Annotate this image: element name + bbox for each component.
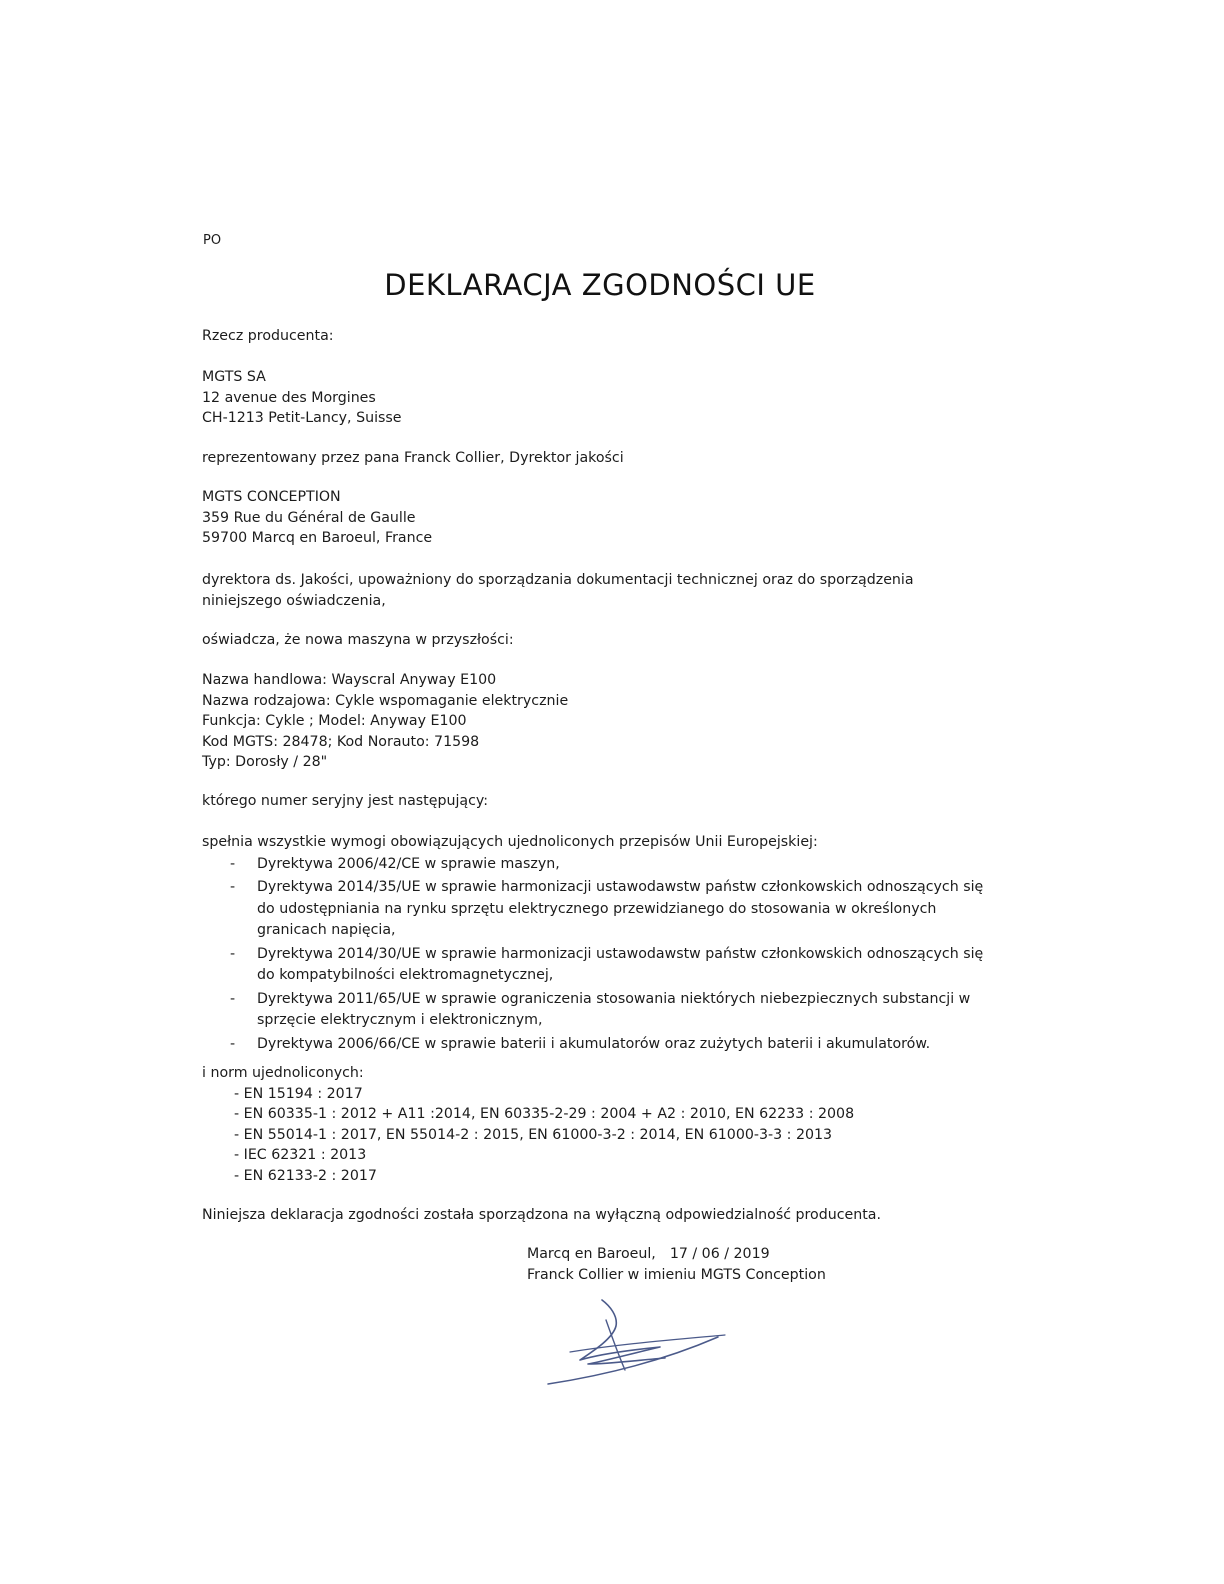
manufacturer-city: CH-1213 Petit-Lancy, Suisse xyxy=(202,410,402,426)
authorization-paragraph xyxy=(202,570,962,611)
declares-text: oświadcza, że nowa maszyna w przyszłości: xyxy=(202,632,514,648)
signature-block xyxy=(527,1244,826,1286)
represented-by xyxy=(202,448,624,469)
list-dash: - xyxy=(230,990,236,1007)
signature-place: Marcq en Baroeul, xyxy=(527,1246,656,1262)
authorization-text: dyrektora ds. Jakości, upoważniony do sporządzania dokumentacji technicznej oraz do sporządzenia niniejszego oświadczenia, xyxy=(202,572,914,609)
directive-item xyxy=(202,989,1022,1032)
directive-item xyxy=(202,944,1022,987)
directive-item xyxy=(202,1034,1022,1056)
norm-item: - EN 62133-2 : 2017 xyxy=(234,1167,377,1184)
norm-item: - EN 15194 : 2017 xyxy=(234,1085,363,1102)
list-dash: - xyxy=(230,1035,236,1052)
language-code: PO xyxy=(203,233,222,248)
signature-date: 17 / 06 / 2019 xyxy=(669,1246,770,1262)
product-type: Typ: Dorosły / 28" xyxy=(202,754,328,770)
manufacturer-address xyxy=(202,367,402,429)
signer-line: Franck Collier w imieniu MGTS Conception xyxy=(527,1267,826,1283)
directive-text: Dyrektywa 2014/30/UE w sprawie harmonizacji ustawodawstw państw członkowskich odnoszących się do kompatybilności elektromagnetycznej, xyxy=(257,945,984,983)
product-function-model: Funkcja: Cykle ; Model: Anyway E100 xyxy=(202,713,467,729)
directive-text: Dyrektywa 2006/42/CE w sprawie maszyn, xyxy=(257,855,560,872)
norm-item: - IEC 62321 : 2013 xyxy=(234,1147,367,1163)
list-dash: - xyxy=(230,855,236,872)
product-trade-name: Nazwa handlowa: Wayscral Anyway E100 xyxy=(202,672,497,688)
directive-item xyxy=(202,877,1022,942)
represented-by-text: reprezentowany przez pana Franck Collier, Dyrektor jakości xyxy=(202,450,624,466)
conception-name: MGTS CONCEPTION xyxy=(202,489,341,505)
list-dash: - xyxy=(230,879,236,895)
manufacturer-name: MGTS SA xyxy=(202,369,266,385)
norm-item: - EN 55014-1 : 2017, EN 55014-2 : 2015, EN 61000-3-2 : 2014, EN 61000-3-3 : 2013 xyxy=(234,1126,833,1143)
list-dash: - xyxy=(230,945,236,962)
conception-address xyxy=(202,487,432,549)
declares-paragraph xyxy=(202,630,514,651)
conception-city: 59700 Marcq en Baroeul, France xyxy=(202,530,433,546)
document-title: DEKLARACJA ZGODNOŚCI UE xyxy=(384,268,816,302)
manufacturer-intro xyxy=(202,326,334,347)
directives-list xyxy=(202,854,1022,1056)
manufacturer-intro-text: Rzecz producenta: xyxy=(202,328,334,344)
product-details xyxy=(202,670,568,773)
conception-street: 359 Rue du Général de Gaulle xyxy=(202,509,416,526)
norms-section xyxy=(202,1063,854,1186)
closing-statement: Niniejsza deklaracja zgodności została sporządzona na wyłączną odpowiedzialność producenta. xyxy=(202,1207,882,1223)
directive-text: Dyrektywa 2006/66/CE w sprawie baterii i akumulatorów oraz zużytych baterii i akumulatorów. xyxy=(257,1035,931,1052)
directives-section xyxy=(202,832,1022,1057)
place-date-line xyxy=(527,1244,826,1265)
directive-text: Dyrektywa 2014/35/UE w sprawie harmonizacji ustawodawstw państw członkowskich odnoszących się do udostępniania na rynku sprzętu elektrycznego przewidzianego do stosowania w określonych granicach napięcia, xyxy=(257,879,984,938)
handwritten-signature-icon xyxy=(540,1292,740,1392)
directive-item xyxy=(202,854,1022,876)
manufacturer-street: 12 avenue des Morgines xyxy=(202,389,376,406)
requirements-intro: spełnia wszystkie wymogi obowiązujących ujednoliconych przepisów Unii Europejskiej: xyxy=(202,834,818,850)
product-codes: Kod MGTS: 28478; Kod Norauto: 71598 xyxy=(202,733,480,750)
directive-text: Dyrektywa 2011/65/UE w sprawie ograniczenia stosowania niektórych niebezpiecznych substancji w sprzęcie elektrycznym i elektronicznym, xyxy=(257,990,971,1028)
norms-intro: i norm ujednoliconych: xyxy=(202,1065,364,1081)
serial-paragraph xyxy=(202,791,488,812)
serial-text: którego numer seryjny jest następujący: xyxy=(202,793,489,809)
norm-item: - EN 60335-1 : 2012 + A11 :2014, EN 60335-2-29 : 2004 + A2 : 2010, EN 62233 : 2008 xyxy=(234,1106,855,1122)
product-generic-name: Nazwa rodzajowa: Cykle wspomaganie elektrycznie xyxy=(202,692,569,709)
